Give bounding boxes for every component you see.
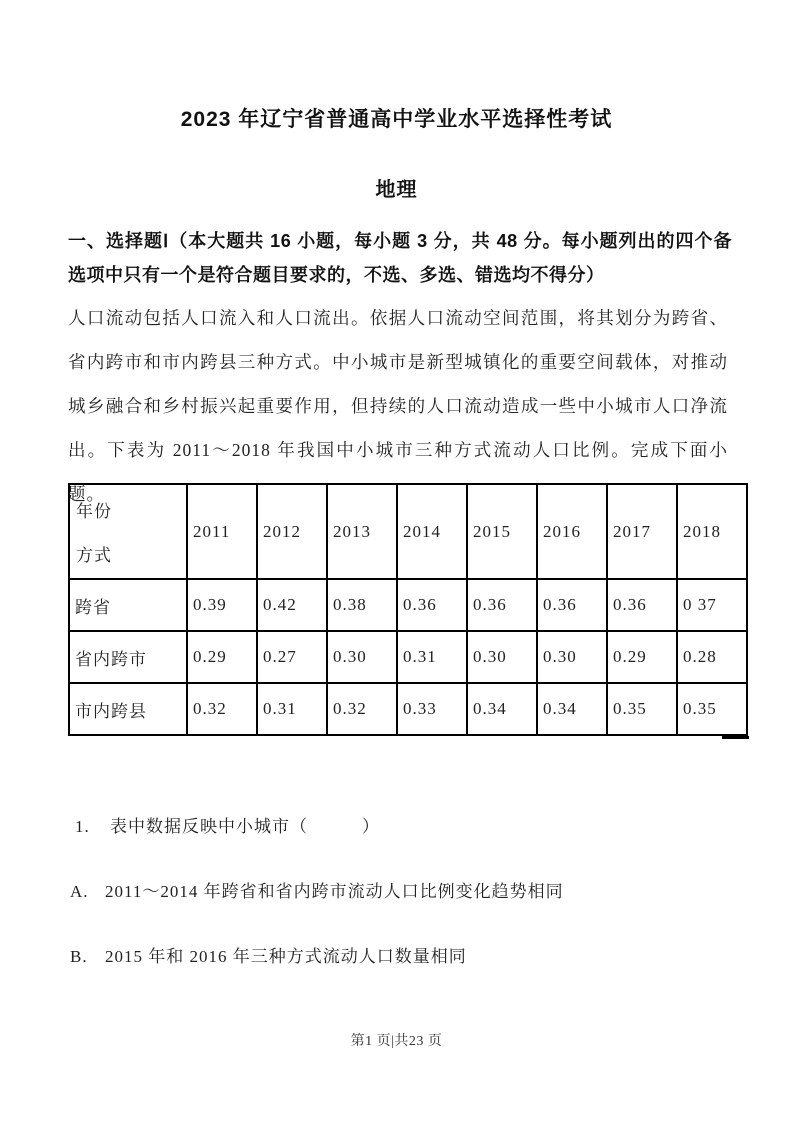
corner-label-year: 年份 (76, 502, 112, 521)
table-cell: 0.27 (257, 631, 327, 683)
table-cell: 0.36 (467, 579, 537, 631)
option-a (70, 877, 564, 902)
corner-label-mode: 方式 (76, 546, 112, 565)
table-cell: 0.31 (397, 631, 467, 683)
year-header-cell: 2011 (187, 484, 257, 579)
table-cell: 0.34 (537, 683, 607, 735)
table-cell: 0.39 (187, 579, 257, 631)
question-text: 表中数据反映中小城市（ ） (110, 817, 380, 836)
table-cell: 0.35 (677, 683, 747, 735)
table-cell: 0.36 (537, 579, 607, 631)
section-heading: 一、选择题Ⅰ（本大题共 16 小题，每小题 3 分，共 48 分。每小题列出的四个备选项中只有一个是符合题目要求的，不选、多选、错选均不得分） (68, 231, 732, 285)
table-cell: 0.42 (257, 579, 327, 631)
year-header-cell: 2016 (537, 484, 607, 579)
table-corner-cell (69, 484, 187, 579)
year-header-cell: 2015 (467, 484, 537, 579)
page-number-indicator: 第1 页|共23 页 (350, 1034, 443, 1049)
table-header-row (69, 484, 747, 579)
table-cell: 0.32 (327, 683, 397, 735)
table-cell: 0.29 (607, 631, 677, 683)
table-cell: 0.31 (257, 683, 327, 735)
table-cell: 0.30 (537, 631, 607, 683)
option-b (70, 942, 467, 967)
table-cell: 0.30 (467, 631, 537, 683)
page-title: 2023 年辽宁省普通高中学业水平选择性考试 (180, 108, 613, 131)
table-cell: 0.29 (187, 631, 257, 683)
option-a-label: A. (70, 882, 89, 901)
population-flow-table (68, 483, 748, 736)
subject-title: 地理 (375, 179, 418, 201)
year-header-cell: 2012 (257, 484, 327, 579)
table-cell: 0.28 (677, 631, 747, 683)
table-row-cross-province (69, 579, 747, 631)
option-b-label: B. (70, 947, 88, 966)
option-b-text: 2015 年和 2016 年三种方式流动人口数量相同 (105, 947, 467, 966)
year-header-cell: 2018 (677, 484, 747, 579)
row-label: 跨省 (69, 579, 187, 631)
row-label: 市内跨县 (69, 683, 187, 735)
year-header-cell: 2017 (607, 484, 677, 579)
table-cell: 0 37 (677, 579, 747, 631)
row-label: 省内跨市 (69, 631, 187, 683)
question-number: 1. (75, 817, 90, 836)
option-a-text: 2011～2014 年跨省和省内跨市流动人口比例变化趋势相同 (105, 882, 564, 901)
table-cell: 0.34 (467, 683, 537, 735)
table-cell: 0.38 (327, 579, 397, 631)
question-1 (75, 812, 380, 837)
year-header-cell: 2014 (397, 484, 467, 579)
table-cell: 0.35 (607, 683, 677, 735)
table-cell: 0.36 (607, 579, 677, 631)
table-cell: 0.36 (397, 579, 467, 631)
table-row-intra-city (69, 683, 747, 735)
table-cell: 0.30 (327, 631, 397, 683)
table-bottom-artifact-line (722, 736, 749, 739)
table-cell: 0.32 (187, 683, 257, 735)
table-row-intra-province (69, 631, 747, 683)
table-cell: 0.33 (397, 683, 467, 735)
year-header-cell: 2013 (327, 484, 397, 579)
question-passage: 人口流动包括人口流入和人口流出。依据人口流动空间范围，将其划分为跨省、省内跨市和市内跨县三种方式。中小城市是新型城镇化的重要空间载体，对推动城乡融合和乡村振兴起重要作用，但持续的人口流动造成一些中小城市人口净流出。下表为 2011～2018 年我国中小城市三种方式流动人口比例。完成下面小题。 (68, 308, 728, 504)
